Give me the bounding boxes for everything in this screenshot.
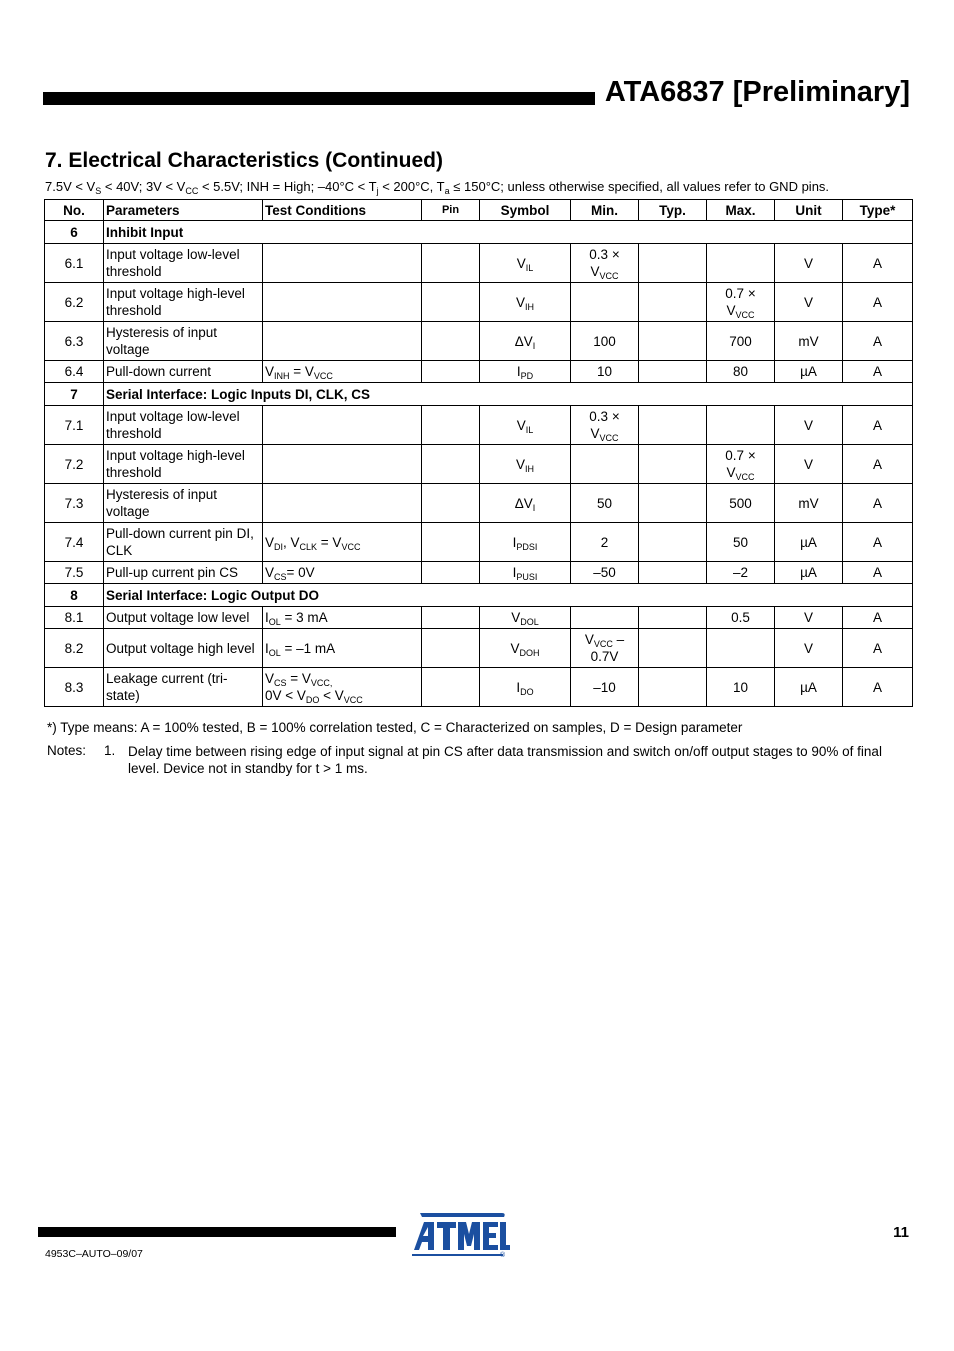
cell-unit: V: [775, 283, 843, 322]
cell-type: A: [843, 322, 913, 361]
atmel-logo-icon: [410, 1210, 510, 1258]
cell-symbol: $V_{IL}$: [480, 244, 571, 283]
group-number: 7: [45, 383, 104, 406]
cell-test-condition: $V_{DI}$, $V_{CLK} = V_{VCC}$: [263, 523, 422, 562]
cell-parameter: Pull-up current pin CS: [104, 562, 263, 584]
cell-no: 6.1: [45, 244, 104, 283]
document-code: 4953C–AUTO–09/07: [45, 1248, 143, 1260]
cell-typ: [639, 244, 707, 283]
cell-test-condition: $V_{INH} = V_{VCC}$: [263, 361, 422, 383]
cell-no: 8.2: [45, 629, 104, 668]
cell-test-condition: $V_{CS}= 0V$: [263, 562, 422, 584]
cell-max: 0.7 × $V_{VCC}$: [707, 445, 775, 484]
cell-min: 0.3 × $V_{VCC}$: [571, 244, 639, 283]
table-row: [45, 562, 913, 584]
cell-test-condition: [263, 445, 422, 484]
cell-parameter: Output voltage high level: [104, 629, 263, 668]
group-title: Inhibit Input: [104, 221, 913, 244]
table-group-row: [45, 584, 913, 607]
cell-pin: [422, 629, 480, 668]
registered-mark: ®: [500, 1252, 506, 1258]
table-row: [45, 629, 913, 668]
cell-symbol: $I_{PD}$: [480, 361, 571, 383]
cell-parameter: Hysteresis of input voltage: [104, 484, 263, 523]
cell-test-condition: [263, 484, 422, 523]
cell-parameter: Input voltage low-level threshold: [104, 406, 263, 445]
cell-min: 0.3 × $V_{VCC}$: [571, 406, 639, 445]
cell-no: 7.3: [45, 484, 104, 523]
col-header-test-conditions: Test Conditions: [263, 200, 422, 221]
cell-no: 7.1: [45, 406, 104, 445]
cell-parameter: Input voltage low-level threshold: [104, 244, 263, 283]
cell-pin: [422, 361, 480, 383]
group-title: Serial Interface: Logic Output DO: [104, 584, 913, 607]
col-header-unit: Unit: [775, 200, 843, 221]
cell-test-condition: $I_{OL} = -1$ mA: [263, 629, 422, 668]
cell-min: –50: [571, 562, 639, 584]
table-body: [45, 221, 913, 707]
cell-max: 0.5: [707, 607, 775, 629]
cell-max: [707, 629, 775, 668]
cell-max: 10: [707, 668, 775, 707]
cell-unit: mV: [775, 322, 843, 361]
table-row: [45, 607, 913, 629]
cell-parameter: Leakage current (tri-state): [104, 668, 263, 707]
footer-rule: [38, 1227, 396, 1237]
cell-symbol: $V_{IH}$: [480, 283, 571, 322]
notes-label: Notes:: [47, 743, 87, 758]
col-header-no: No.: [45, 200, 104, 221]
cell-max: 0.7 × $V_{VCC}$: [707, 283, 775, 322]
cell-pin: [422, 244, 480, 283]
cell-max: 50: [707, 523, 775, 562]
cell-unit: µA: [775, 523, 843, 562]
cell-min: $V_{VCC}$ – 0.7V: [571, 629, 639, 668]
cell-type: A: [843, 629, 913, 668]
section-title: 7. Electrical Characteristics (Continued): [45, 149, 443, 172]
cell-type: A: [843, 283, 913, 322]
table-row: [45, 361, 913, 383]
cell-symbol: $I_{DO}$: [480, 668, 571, 707]
cell-parameter: Pull-down current: [104, 361, 263, 383]
cell-no: 7.5: [45, 562, 104, 584]
cell-symbol: $\Delta V_I$: [480, 322, 571, 361]
cell-pin: [422, 523, 480, 562]
cell-test-condition: $V_{CS} = V_{VCC,}$ $0V < V_{DO} < V_{VCC}$: [263, 668, 422, 707]
cell-unit: V: [775, 244, 843, 283]
cell-unit: V: [775, 629, 843, 668]
cell-min: [571, 445, 639, 484]
cell-typ: [639, 361, 707, 383]
cell-pin: [422, 283, 480, 322]
cell-min: [571, 607, 639, 629]
cell-max: [707, 406, 775, 445]
document-title: ATA6837 [Preliminary]: [604, 76, 910, 108]
table-group-row: [45, 221, 913, 244]
cell-pin: [422, 668, 480, 707]
cell-symbol: $V_{IL}$: [480, 406, 571, 445]
cell-symbol: $I_{PUSI}$: [480, 562, 571, 584]
cell-type: A: [843, 445, 913, 484]
cell-parameter: Input voltage high-level threshold: [104, 445, 263, 484]
type-footnote: *) Type means: A = 100% tested, B = 100% correlation tested, C = Characterized on samples, D = Design parameter: [47, 720, 743, 735]
cell-min: 2: [571, 523, 639, 562]
cell-min: [571, 283, 639, 322]
cell-type: A: [843, 244, 913, 283]
col-header-max: Max.: [707, 200, 775, 221]
table-group-row: [45, 383, 913, 406]
cell-no: 8.3: [45, 668, 104, 707]
cell-no: 6.4: [45, 361, 104, 383]
cell-typ: [639, 607, 707, 629]
test-conditions-line: $7.5V < V_S < 40V$; $3V < V_{CC} < 5.5V$; INH = High; $-40^\circ C < T_j < 200^\circ C$, $T_a \le 150^\circ C$; unless otherwise specified, all values refer to GND pins.: [45, 179, 830, 196]
cell-pin: [422, 562, 480, 584]
col-header-type: Type*: [843, 200, 913, 221]
cell-min: –10: [571, 668, 639, 707]
cell-max: 500: [707, 484, 775, 523]
cell-no: 6.3: [45, 322, 104, 361]
table-row: [45, 445, 913, 484]
cell-parameter: Output voltage low level: [104, 607, 263, 629]
cell-typ: [639, 445, 707, 484]
page-number: 11: [893, 1224, 909, 1241]
cell-symbol: $V_{IH}$: [480, 445, 571, 484]
cell-type: A: [843, 562, 913, 584]
cell-pin: [422, 484, 480, 523]
cell-unit: V: [775, 445, 843, 484]
col-header-parameters: Parameters: [104, 200, 263, 221]
cell-max: [707, 244, 775, 283]
table-header-row: [45, 200, 913, 221]
cell-typ: [639, 523, 707, 562]
cell-unit: V: [775, 607, 843, 629]
cell-unit: µA: [775, 361, 843, 383]
cell-type: A: [843, 484, 913, 523]
group-title: Serial Interface: Logic Inputs DI, CLK, CS: [104, 383, 913, 406]
table-row: [45, 668, 913, 707]
col-header-symbol: Symbol: [480, 200, 571, 221]
atmel-logo: [410, 1210, 510, 1263]
cell-test-condition: [263, 406, 422, 445]
cell-unit: µA: [775, 668, 843, 707]
cell-min: 100: [571, 322, 639, 361]
cell-typ: [639, 562, 707, 584]
table-row: [45, 523, 913, 562]
cell-test-condition: $I_{OL} = 3$ mA: [263, 607, 422, 629]
cell-unit: mV: [775, 484, 843, 523]
cell-typ: [639, 406, 707, 445]
header-rule: [43, 92, 595, 105]
table-row: [45, 244, 913, 283]
table-row: [45, 484, 913, 523]
note-number: 1.: [104, 743, 116, 758]
cell-typ: [639, 322, 707, 361]
electrical-characteristics-table: [44, 199, 913, 707]
cell-no: 7.4: [45, 523, 104, 562]
cell-max: 700: [707, 322, 775, 361]
cell-unit: µA: [775, 562, 843, 584]
cell-parameter: Input voltage high-level threshold: [104, 283, 263, 322]
cell-symbol: $V_{DOL}$: [480, 607, 571, 629]
group-number: 6: [45, 221, 104, 244]
cell-type: A: [843, 668, 913, 707]
cell-symbol: $\Delta V_I$: [480, 484, 571, 523]
cell-no: 6.2: [45, 283, 104, 322]
cell-typ: [639, 484, 707, 523]
cell-typ: [639, 668, 707, 707]
cell-unit: V: [775, 406, 843, 445]
col-header-typ: Typ.: [639, 200, 707, 221]
cell-type: A: [843, 361, 913, 383]
cell-typ: [639, 283, 707, 322]
cell-pin: [422, 406, 480, 445]
cell-typ: [639, 629, 707, 668]
col-header-min: Min.: [571, 200, 639, 221]
table-row: [45, 322, 913, 361]
cell-type: A: [843, 523, 913, 562]
cell-max: 80: [707, 361, 775, 383]
cell-type: A: [843, 406, 913, 445]
cell-type: A: [843, 607, 913, 629]
table-row: [45, 406, 913, 445]
cell-max: –2: [707, 562, 775, 584]
cell-symbol: $V_{DOH}$: [480, 629, 571, 668]
cell-min: 10: [571, 361, 639, 383]
cell-no: 8.1: [45, 607, 104, 629]
cell-no: 7.2: [45, 445, 104, 484]
cell-parameter: Pull-down current pin DI, CLK: [104, 523, 263, 562]
cell-test-condition: [263, 322, 422, 361]
note-text: Delay time between rising edge of input signal at pin CS after data transmission and switch on/off output stages to 90% of final level. Device not in standby for t > 1 ms.: [128, 744, 882, 776]
cell-pin: [422, 445, 480, 484]
cell-min: 50: [571, 484, 639, 523]
cell-parameter: Hysteresis of input voltage: [104, 322, 263, 361]
col-header-pin: Pin: [422, 200, 480, 221]
table-row: [45, 283, 913, 322]
cell-test-condition: [263, 283, 422, 322]
group-number: 8: [45, 584, 104, 607]
cell-pin: [422, 607, 480, 629]
cell-test-condition: [263, 244, 422, 283]
cell-pin: [422, 322, 480, 361]
cell-symbol: $I_{PDSI}$: [480, 523, 571, 562]
